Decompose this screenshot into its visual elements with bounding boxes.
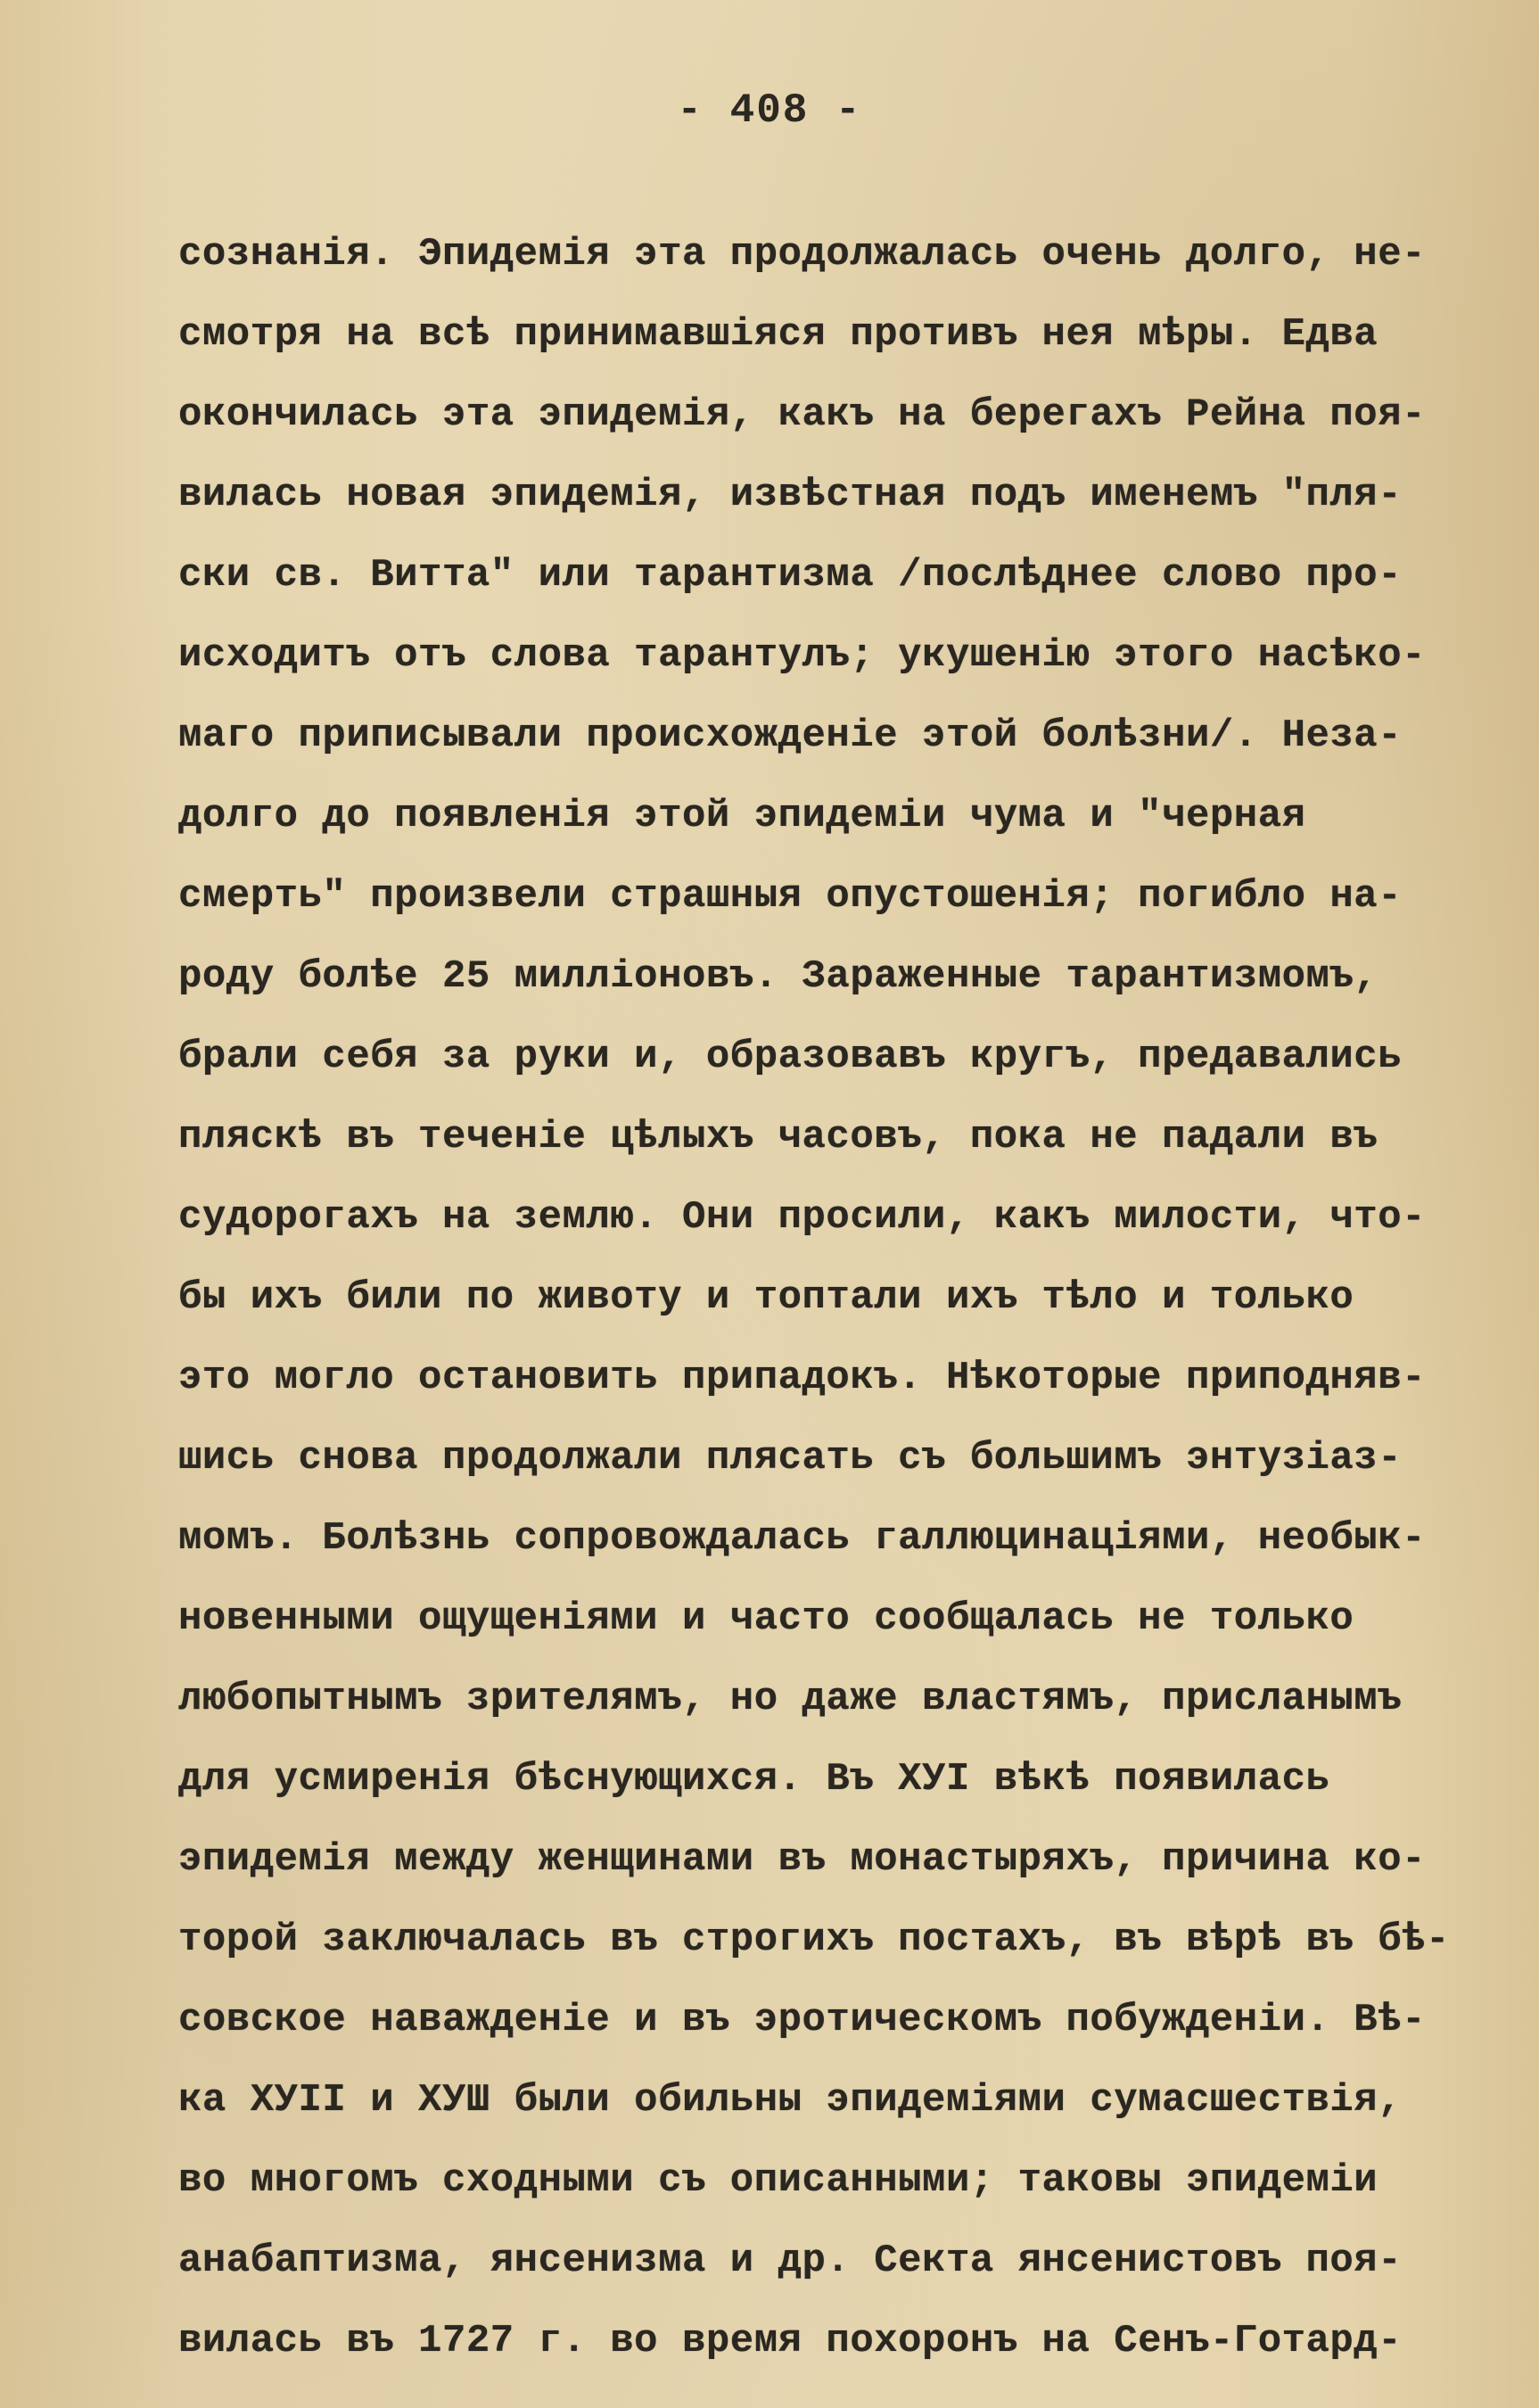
text-line: долго до появленія этой эпидеміи чума и "черная	[178, 794, 1306, 838]
text-line: маго приписывали происхожденіе этой болѣзни/. Нeза-	[178, 713, 1403, 758]
text-line: сознанія. Эпидемія эта продолжалась очень долго, не-	[178, 232, 1427, 276]
text-line: вилась новая эпидемія, извѣстная подъ именемъ "пля-	[178, 473, 1403, 517]
text-line: новенными ощущеніями и часто сообщалась не только	[178, 1596, 1354, 1641]
text-line: во многомъ сходными съ описанными; таковы эпидеміи	[178, 2158, 1379, 2203]
text-line: это могло остановить припадокъ. Нѣкоторые приподняв-	[178, 1356, 1427, 1400]
text-line: бы ихъ били по животу и топтали ихъ тѣло и только	[178, 1275, 1354, 1320]
text-line: любопытнымъ зрителямъ, но даже властямъ, присланымъ	[178, 1677, 1403, 1721]
text-line: роду болѣе 25 милліоновъ. Зараженные тарантизмомъ,	[178, 954, 1379, 999]
text-line: вилась въ 1727 г. во время похоронъ на Сенъ-Готард-	[178, 2319, 1403, 2363]
text-line: ка XУII и XУШ были обильны эпидеміями сумасшествія,	[178, 2078, 1403, 2123]
text-line: пляскѣ въ теченіе цѣлыхъ часовъ, пока не падали въ	[178, 1115, 1379, 1159]
text-line: окончилась эта эпидемія, какъ на берегахъ Рейна поя-	[178, 392, 1427, 437]
body-text	[178, 214, 1489, 2381]
text-line: шись снова продолжали плясать съ большимъ энтузіаз-	[178, 1436, 1403, 1480]
text-line: эпидемія между женщинами въ монастыряхъ, причина ко-	[178, 1837, 1427, 1882]
text-line: торой заключалась въ строгихъ постахъ, въ вѣрѣ въ бѣ-	[178, 1917, 1450, 1962]
text-line: исходитъ отъ слова тарантулъ; укушенію этого насѣко-	[178, 633, 1427, 678]
text-line: анабаптизма, янсенизма и др. Секта янсенистовъ поя-	[178, 2239, 1403, 2283]
text-line: смерть" произвели страшныя опустошенія; погибло на-	[178, 874, 1403, 919]
text-line: судорогахъ на землю. Они просили, какъ милости, что-	[178, 1195, 1427, 1240]
text-line: брали себя за руки и, образовавъ кругъ, предавались	[178, 1035, 1403, 1079]
text-line: совское наважденіе и въ эротическомъ побужденіи. Вѣ-	[178, 1998, 1427, 2042]
text-line: для усмиренія бѣснующихся. Въ XУI вѣкѣ появилась	[178, 1757, 1330, 1802]
text-line: момъ. Болѣзнь сопровождалась галлюцинаціями, необык-	[178, 1516, 1427, 1561]
page-number: - 408 -	[677, 87, 862, 134]
text-line: ски св. Витта" или тарантизма /послѣднее слово про-	[178, 553, 1403, 598]
text-line: смотря на всѣ принимавшіяся противъ нея мѣры. Едва	[178, 312, 1379, 357]
